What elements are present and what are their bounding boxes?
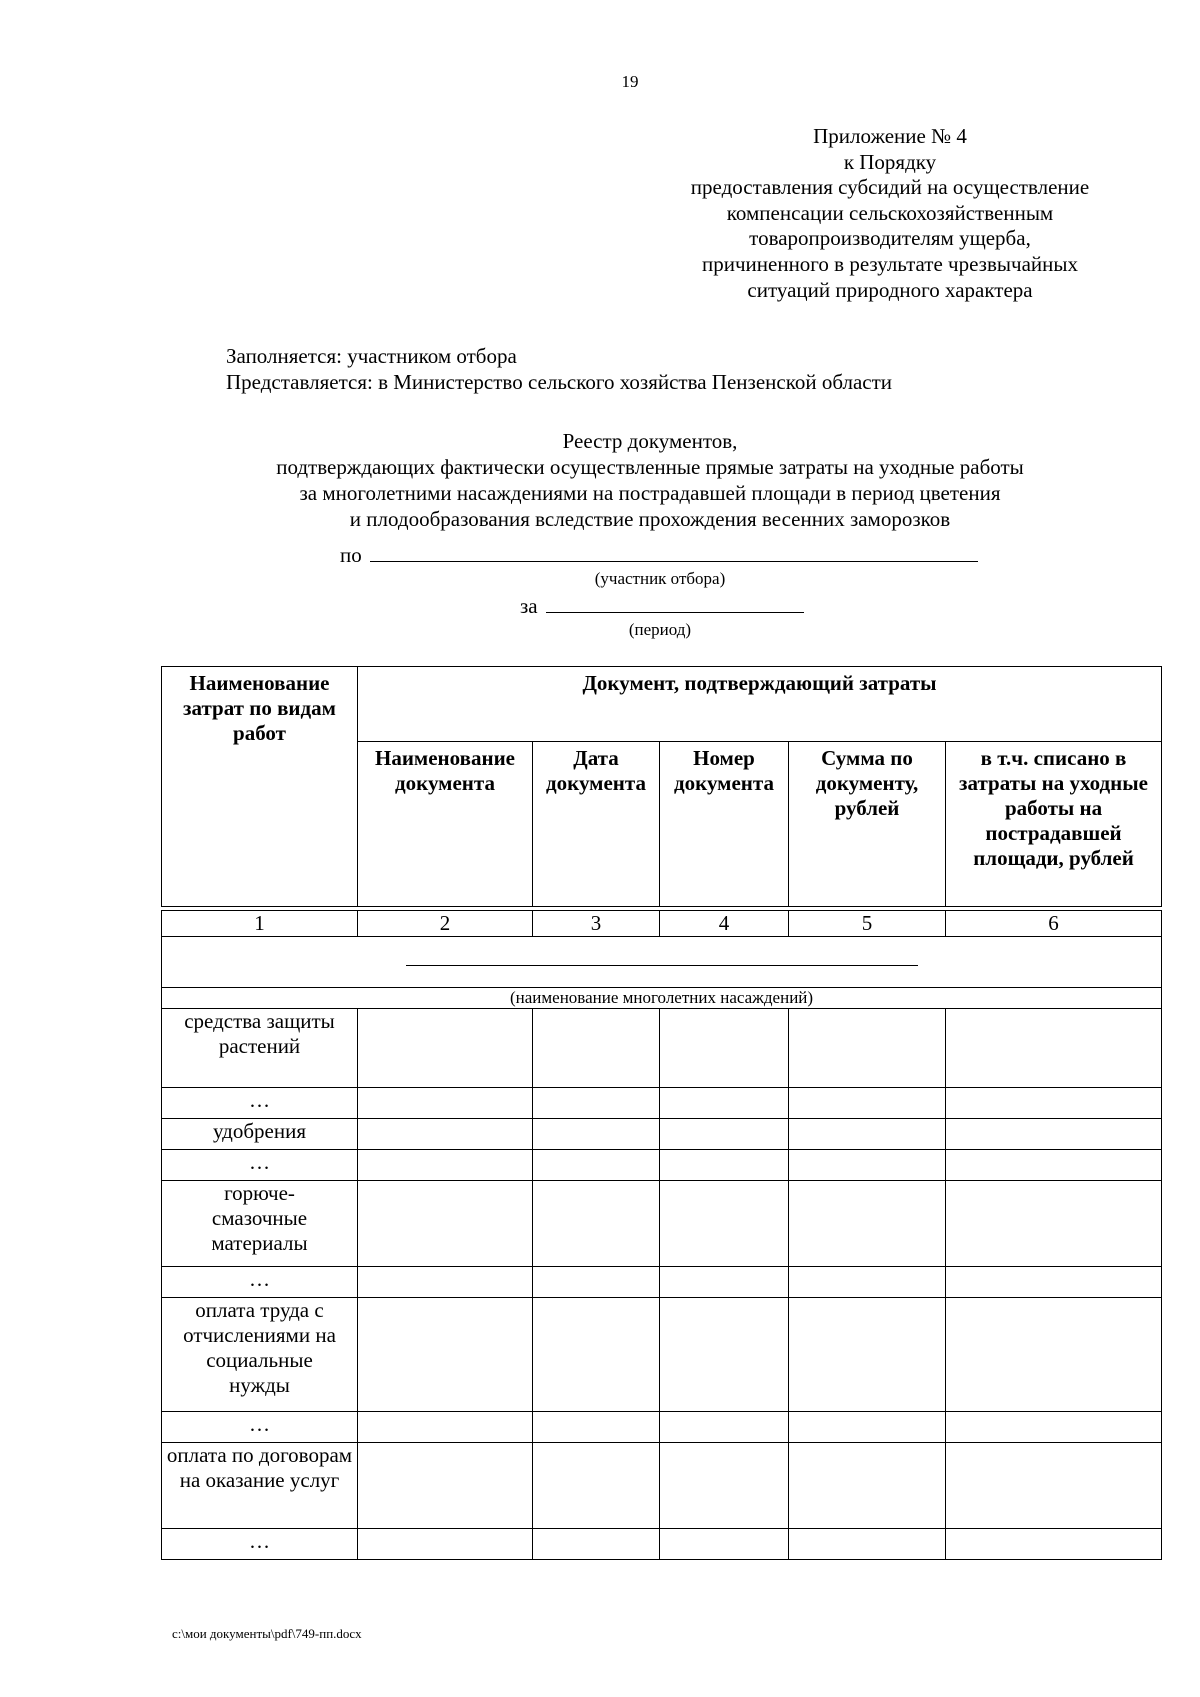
column-number: 4 — [660, 911, 789, 937]
title-line: и плодообразования вследствие прохождения весенних заморозков — [349, 507, 951, 531]
table-row — [162, 1529, 1162, 1560]
column-number: 6 — [946, 911, 1162, 937]
appendix-line: Приложение № 4 — [813, 124, 967, 148]
table-row — [162, 1088, 1162, 1119]
for-prefix: за — [520, 594, 538, 618]
column-number-row — [162, 911, 1162, 937]
appendix-line: ситуаций природного характера — [747, 277, 1033, 302]
doc-sum-cell[interactable] — [789, 1119, 946, 1150]
register-title — [200, 428, 1100, 532]
table-row — [162, 1298, 1162, 1412]
doc-sum-cell[interactable] — [789, 1298, 946, 1412]
written-off-cell[interactable] — [946, 1119, 1162, 1150]
doc-date-cell[interactable] — [533, 1181, 660, 1267]
written-off-cell[interactable] — [946, 1009, 1162, 1088]
doc-name-cell[interactable] — [358, 1443, 533, 1529]
header-cost-name: Наименование затрат по видам работ — [162, 667, 358, 907]
plant-name-row — [162, 937, 1162, 988]
doc-sum-cell[interactable] — [789, 1009, 946, 1088]
cost-name-cell: … — [162, 1150, 358, 1181]
doc-number-cell[interactable] — [660, 1529, 789, 1560]
filled-by: Заполняется: участником отбора — [226, 344, 517, 368]
cost-name-cell: … — [162, 1088, 358, 1119]
cost-name-cell: … — [162, 1412, 358, 1443]
plant-name-blank[interactable] — [406, 965, 918, 966]
doc-sum-cell[interactable] — [789, 1443, 946, 1529]
appendix-line: к Порядку — [843, 149, 937, 174]
cost-name-cell: оплата по договорам на оказание услуг — [162, 1443, 358, 1529]
table-row — [162, 1009, 1162, 1088]
doc-date-cell[interactable] — [533, 1412, 660, 1443]
submitted-to: Представляется: в Министерство сельского хозяйства Пензенской области — [226, 370, 893, 394]
title-line: за многолетними насаждениями на пострадавшей площади в период цветения — [299, 481, 1001, 505]
doc-date-cell[interactable] — [533, 1119, 660, 1150]
doc-date-cell[interactable] — [533, 1150, 660, 1181]
period-caption: (период) — [628, 620, 692, 639]
written-off-cell[interactable] — [946, 1412, 1162, 1443]
column-number: 5 — [789, 911, 946, 937]
title-line: подтверждающих фактически осуществленные прямые затраты на уходные работы — [276, 455, 1024, 479]
header-document-group: Документ, подтверждающий затраты — [358, 667, 1162, 742]
header-doc-name: Наименование документа — [358, 742, 533, 907]
doc-name-cell[interactable] — [358, 1529, 533, 1560]
doc-number-cell[interactable] — [660, 1181, 789, 1267]
table-row — [162, 1119, 1162, 1150]
doc-name-cell[interactable] — [358, 1119, 533, 1150]
doc-name-cell[interactable] — [358, 1009, 533, 1088]
doc-name-cell[interactable] — [358, 1298, 533, 1412]
doc-sum-cell[interactable] — [789, 1267, 946, 1298]
written-off-cell[interactable] — [946, 1267, 1162, 1298]
doc-number-cell[interactable] — [660, 1009, 789, 1088]
cost-name-cell: горюче-смазочные материалы — [162, 1181, 358, 1267]
title-line: Реестр документов, — [562, 429, 738, 453]
doc-sum-cell[interactable] — [789, 1150, 946, 1181]
doc-date-cell[interactable] — [533, 1298, 660, 1412]
written-off-cell[interactable] — [946, 1181, 1162, 1267]
cost-name-cell: средства защиты растений — [162, 1009, 358, 1088]
cost-name-cell: оплата труда с отчислениями на социальные нужды — [162, 1298, 358, 1412]
header-doc-date: Дата документа — [533, 742, 660, 907]
doc-date-cell[interactable] — [533, 1529, 660, 1560]
participant-caption: (участник отбора) — [594, 569, 726, 588]
plant-caption-row — [162, 988, 1162, 1009]
doc-number-cell[interactable] — [660, 1443, 789, 1529]
appendix-line: товаропроизводителям ущерба, — [749, 226, 1031, 251]
doc-name-cell[interactable] — [358, 1412, 533, 1443]
doc-sum-cell[interactable] — [789, 1181, 946, 1267]
period-fill-line — [520, 593, 804, 619]
written-off-cell[interactable] — [946, 1088, 1162, 1119]
doc-name-cell[interactable] — [358, 1088, 533, 1119]
doc-date-cell[interactable] — [533, 1009, 660, 1088]
header-row-group — [162, 667, 1162, 742]
written-off-cell[interactable] — [946, 1298, 1162, 1412]
doc-number-cell[interactable] — [660, 1298, 789, 1412]
doc-number-cell[interactable] — [660, 1150, 789, 1181]
participant-fill-line — [340, 542, 978, 568]
written-off-cell[interactable] — [946, 1150, 1162, 1181]
cost-name-cell: … — [162, 1267, 358, 1298]
doc-name-cell[interactable] — [358, 1181, 533, 1267]
form-meta — [226, 343, 1126, 395]
appendix-heading — [640, 124, 1140, 303]
registry-table — [161, 666, 1162, 1560]
appendix-line: компенсации сельскохозяйственным — [726, 200, 1054, 225]
by-prefix: по — [340, 543, 362, 567]
appendix-line: предоставления субсидий на осуществление — [690, 175, 1090, 200]
doc-sum-cell[interactable] — [789, 1529, 946, 1560]
doc-name-cell[interactable] — [358, 1267, 533, 1298]
doc-name-cell[interactable] — [358, 1150, 533, 1181]
doc-date-cell[interactable] — [533, 1267, 660, 1298]
participant-blank[interactable] — [370, 543, 978, 562]
header-written-off: в т.ч. списано в затраты на уходные работы на пострадавшей площади, рублей — [946, 742, 1162, 907]
doc-sum-cell[interactable] — [789, 1088, 946, 1119]
doc-date-cell[interactable] — [533, 1088, 660, 1119]
table-row — [162, 1443, 1162, 1529]
doc-number-cell[interactable] — [660, 1088, 789, 1119]
doc-date-cell[interactable] — [533, 1443, 660, 1529]
table-row — [162, 1267, 1162, 1298]
written-off-cell[interactable] — [946, 1529, 1162, 1560]
table-row — [162, 1181, 1162, 1267]
doc-number-cell[interactable] — [660, 1267, 789, 1298]
cost-name-cell: … — [162, 1529, 358, 1560]
column-number: 1 — [162, 911, 358, 937]
written-off-cell[interactable] — [946, 1443, 1162, 1529]
appendix-line: причиненного в результате чрезвычайных — [702, 251, 1078, 276]
doc-number-cell[interactable] — [660, 1119, 789, 1150]
cost-name-cell: удобрения — [162, 1119, 358, 1150]
plant-caption: (наименование многолетних насаждений) — [162, 988, 1162, 1009]
header-doc-number: Номер документа — [660, 742, 789, 907]
file-path-footer: c:\мои документы\pdf\749-пп.docx — [172, 1626, 362, 1641]
column-number: 3 — [533, 911, 660, 937]
plant-name-cell[interactable] — [162, 937, 1162, 988]
table-row — [162, 1412, 1162, 1443]
table-row — [162, 1150, 1162, 1181]
column-number: 2 — [358, 911, 533, 937]
doc-sum-cell[interactable] — [789, 1412, 946, 1443]
page-number: 19 — [621, 72, 639, 91]
period-blank[interactable] — [546, 594, 804, 613]
header-doc-sum: Сумма по документу, рублей — [789, 742, 946, 907]
doc-number-cell[interactable] — [660, 1412, 789, 1443]
